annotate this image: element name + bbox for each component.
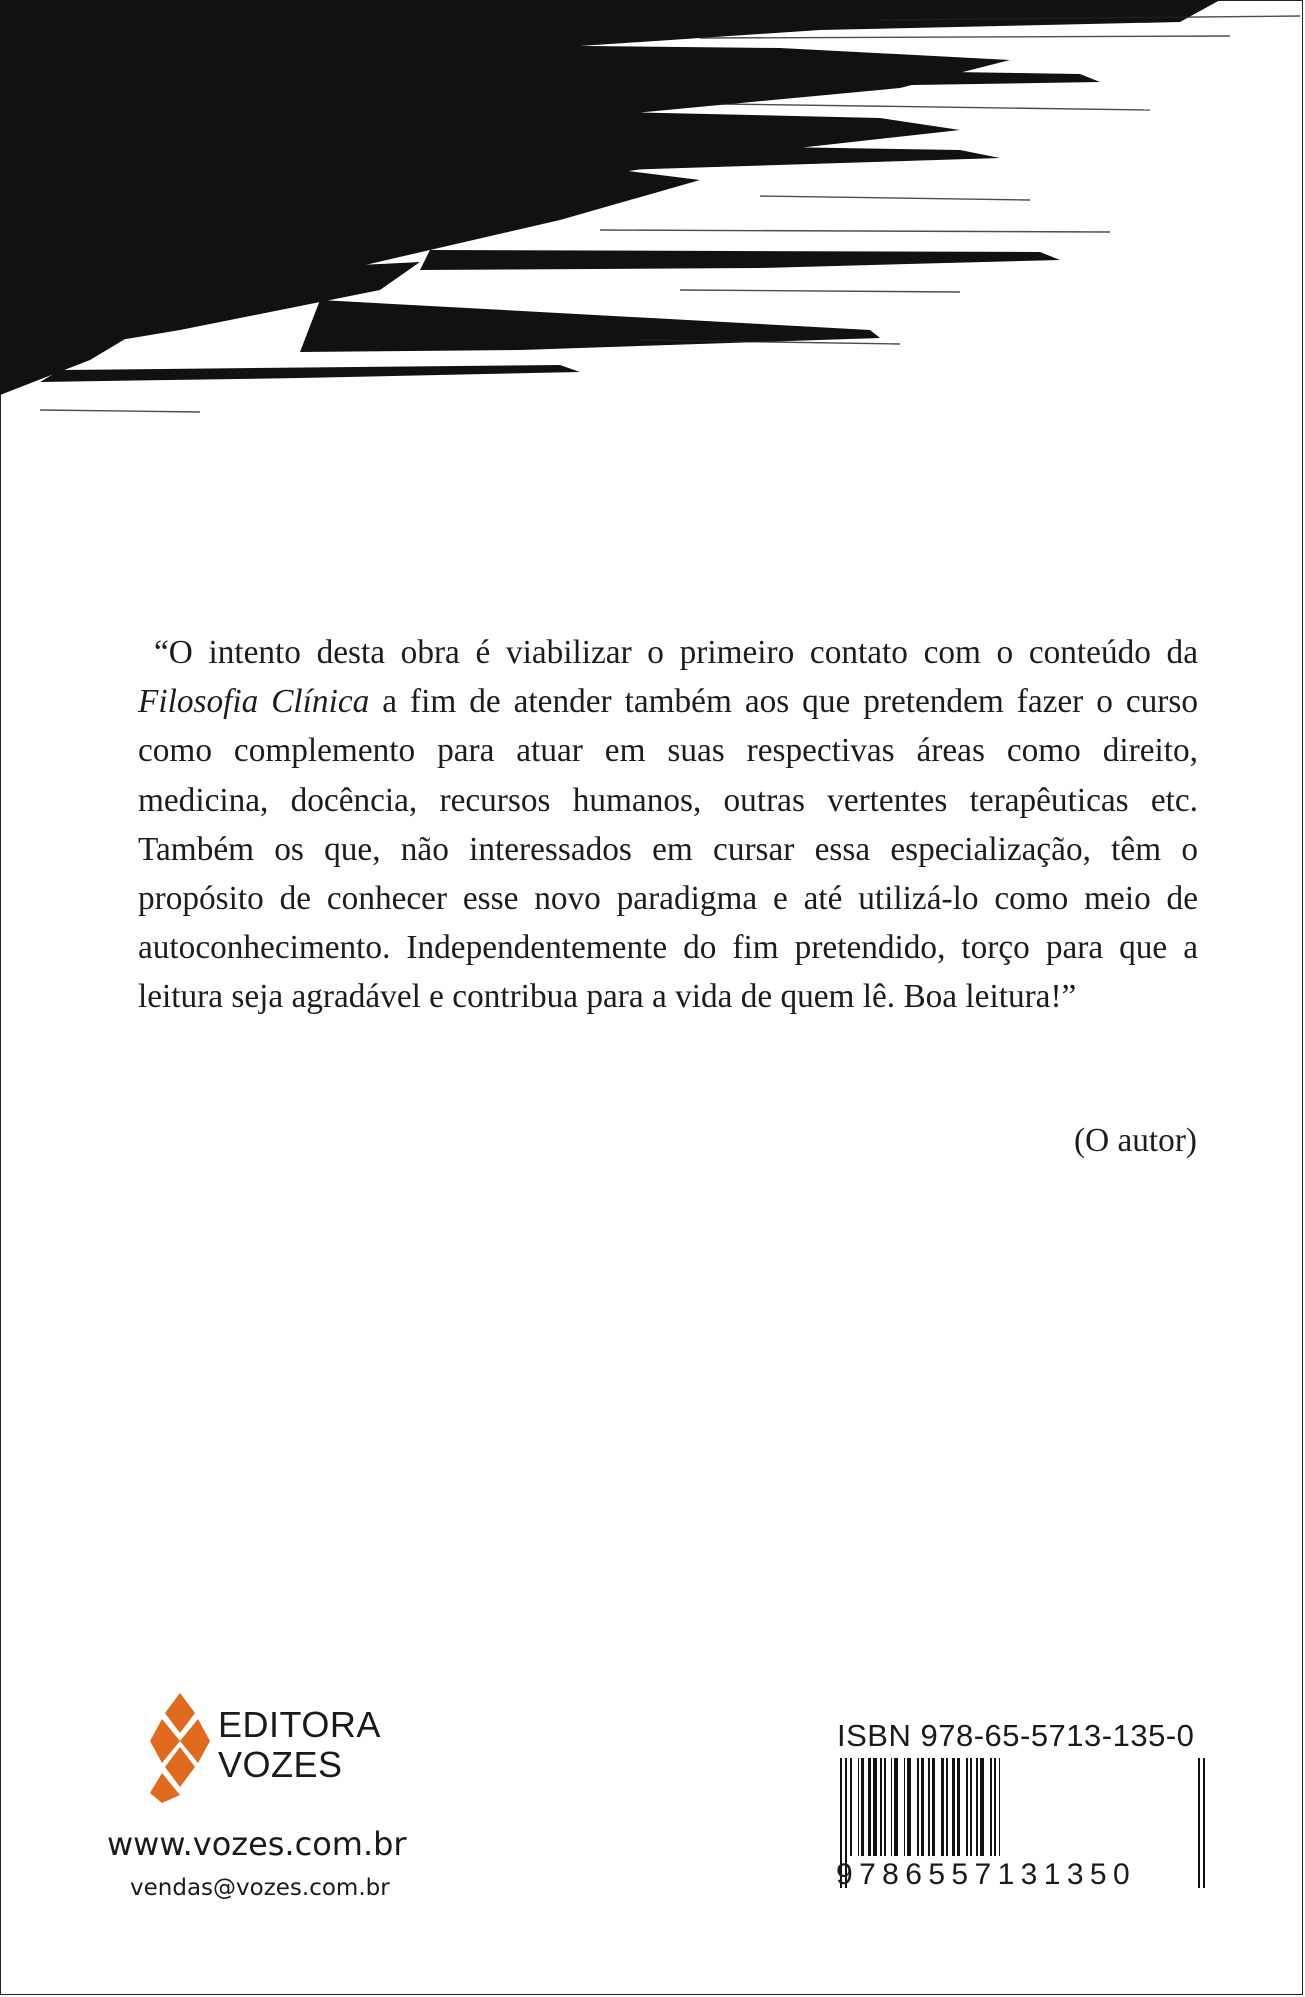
barcode-digits: 9786557131350 [836,1858,1137,1891]
barcode-bar [941,1758,944,1856]
isbn-label: ISBN 978-65-5713-135-0 [837,1718,1195,1753]
barcode-bar [873,1758,877,1856]
barcode-bar [880,1758,882,1856]
barcode-bar [850,1758,852,1856]
quote-closing: a fim de atender também aos que pretendem fazer o curso como complemento para atuar em suas respectivas áreas como direito, medicina, docência, recursos humanos, outras vertentes terapêuticas etc. Também os que, não interessados em cursar essa especialização, têm o propósito de conhecer esse novo paradigma e até utilizá-lo como meio de autoconhecimento. Independentemente do fim pretendido, torço para que a leitura seja agradável e contribua para a vida de quem lê. Boa leitura!” [138,683,1198,1016]
quote-opening: “O intento desta obra é viabilizar o primeiro contato com o conteúdo da [154,634,1198,671]
barcode-bar [884,1758,886,1856]
barcode-bar [861,1758,864,1856]
author-credit: (O autor) [1074,1122,1197,1159]
barcode-bar [980,1758,984,1856]
barcode-bar [976,1758,978,1856]
barcode-bar [917,1758,919,1856]
brush-stroke-illustration [0,0,1305,450]
barcode-bar [999,1758,1000,1856]
barcode-bar [921,1758,924,1856]
barcode-bar [970,1758,972,1856]
barcode-bar [932,1758,935,1856]
barcode-bar [990,1758,992,1856]
barcode-bar [891,1758,892,1856]
publisher-name-line2: VOZES [218,1744,343,1785]
quote-book-title: Filosofia Clínica [138,683,370,721]
barcode-bar [928,1758,930,1856]
barcode-bar [868,1758,871,1856]
publisher-diamond-icon [150,1693,210,1803]
barcode-bar [952,1758,955,1856]
publisher-name-line1: EDITORA [218,1704,381,1745]
publisher-website: www.vozes.com.br [107,1825,407,1863]
publisher-logo [150,1693,400,1803]
publisher-name [218,1705,381,1785]
barcode-bar [907,1758,911,1856]
barcode-bar [858,1758,859,1856]
publisher-email: vendas@vozes.com.br [130,1875,390,1901]
back-cover-quote [138,628,1198,1022]
barcode-bar [994,1758,996,1856]
barcode-bar [966,1758,968,1856]
barcode-bar [946,1758,948,1856]
barcode-bar [957,1758,960,1856]
barcode-bar [894,1758,898,1856]
barcode-bar [904,1758,905,1856]
